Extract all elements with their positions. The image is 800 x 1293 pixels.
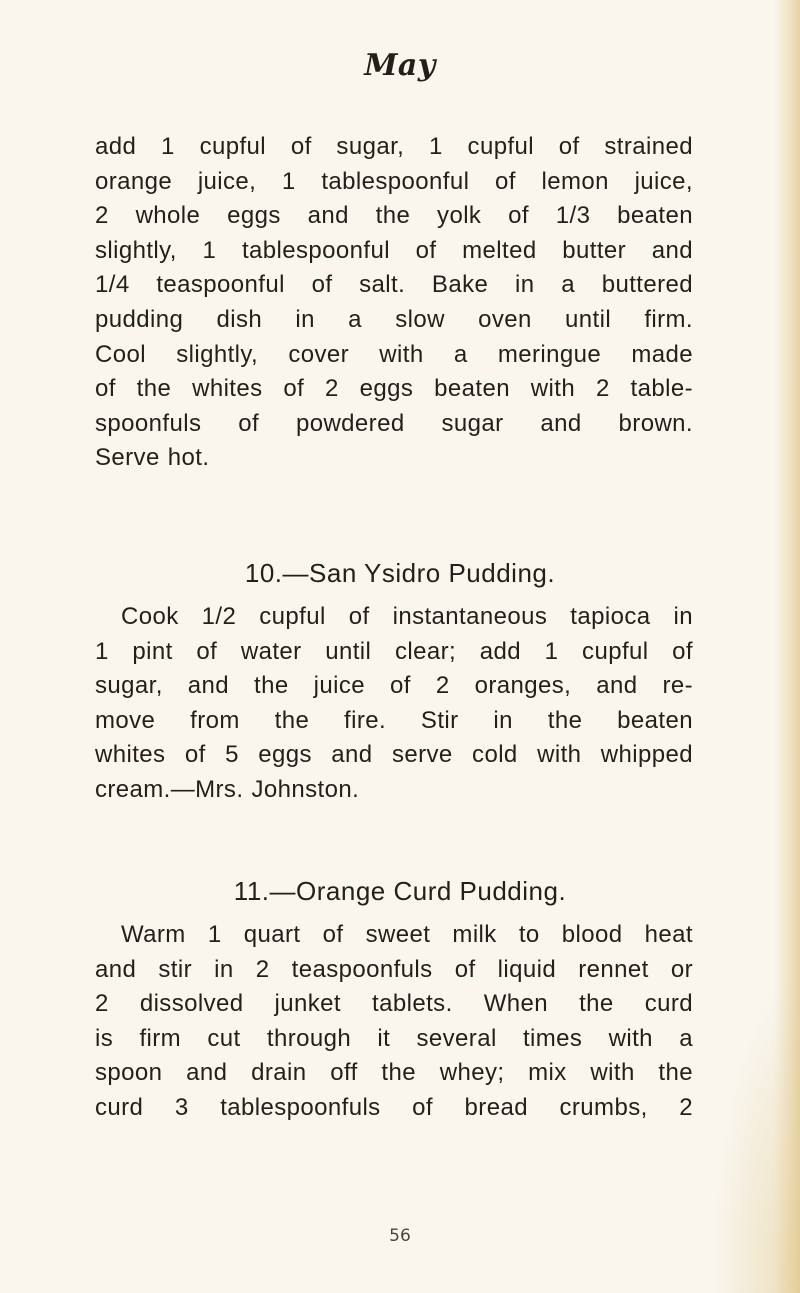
recipe-body-san-ysidro-pudding	[95, 600, 693, 808]
text-line: add 1 cupful of sugar, 1 cupful of strained	[95, 133, 693, 160]
text-line: curd 3 tablespoonfuls of bread crumbs, 2	[95, 1093, 693, 1121]
text-line: is firm cut through it several times with a	[95, 1024, 693, 1052]
text-line: sugar, and the juice of 2 oranges, and re-	[95, 672, 693, 700]
text-line: 2 dissolved junket tablets. When the curd	[95, 990, 693, 1018]
text-line: 1 pint of water until clear; add 1 cupful of	[95, 637, 693, 665]
text-line: spoon and drain off the whey; mix with the	[95, 1059, 693, 1087]
recipe-heading-orange-curd-pudding: 11.—Orange Curd Pudding.	[233, 876, 567, 906]
text-line: Serve hot.	[95, 444, 210, 472]
text-line: whites of 5 eggs and serve cold with whipped	[95, 741, 693, 769]
page-number: 56	[389, 1226, 411, 1246]
running-head: May	[364, 48, 436, 83]
text-line: pudding dish in a slow oven until firm.	[95, 305, 693, 333]
text-line: cream.—Mrs. Johnston.	[95, 775, 360, 803]
text-line: spoonfuls of powdered sugar and brown.	[95, 409, 693, 437]
text-line: 2 whole eggs and the yolk of 1/3 beaten	[95, 202, 693, 230]
text-line: Cook 1/2 cupful of instantaneous tapioca in	[121, 603, 693, 630]
text-line: move from the fire. Stir in the beaten	[95, 706, 693, 734]
text-line: and stir in 2 teaspoonfuls of liquid rennet or	[95, 955, 693, 983]
text-line: 1/4 teaspoonful of salt. Bake in a buttered	[95, 271, 693, 299]
text-line: slightly, 1 tablespoonful of melted butter and	[95, 236, 693, 264]
text-line: orange juice, 1 tablespoonful of lemon juice,	[95, 167, 693, 195]
text-line: Warm 1 quart of sweet milk to blood heat	[121, 921, 693, 948]
paragraph-continuation	[95, 130, 693, 476]
recipe-body-orange-curd-pudding	[95, 918, 693, 1126]
text-line: of the whites of 2 eggs beaten with 2 table-	[95, 375, 693, 403]
text-line: Cool slightly, cover with a meringue made	[95, 340, 693, 368]
recipe-heading-san-ysidro-pudding: 10.—San Ysidro Pudding.	[244, 558, 556, 588]
